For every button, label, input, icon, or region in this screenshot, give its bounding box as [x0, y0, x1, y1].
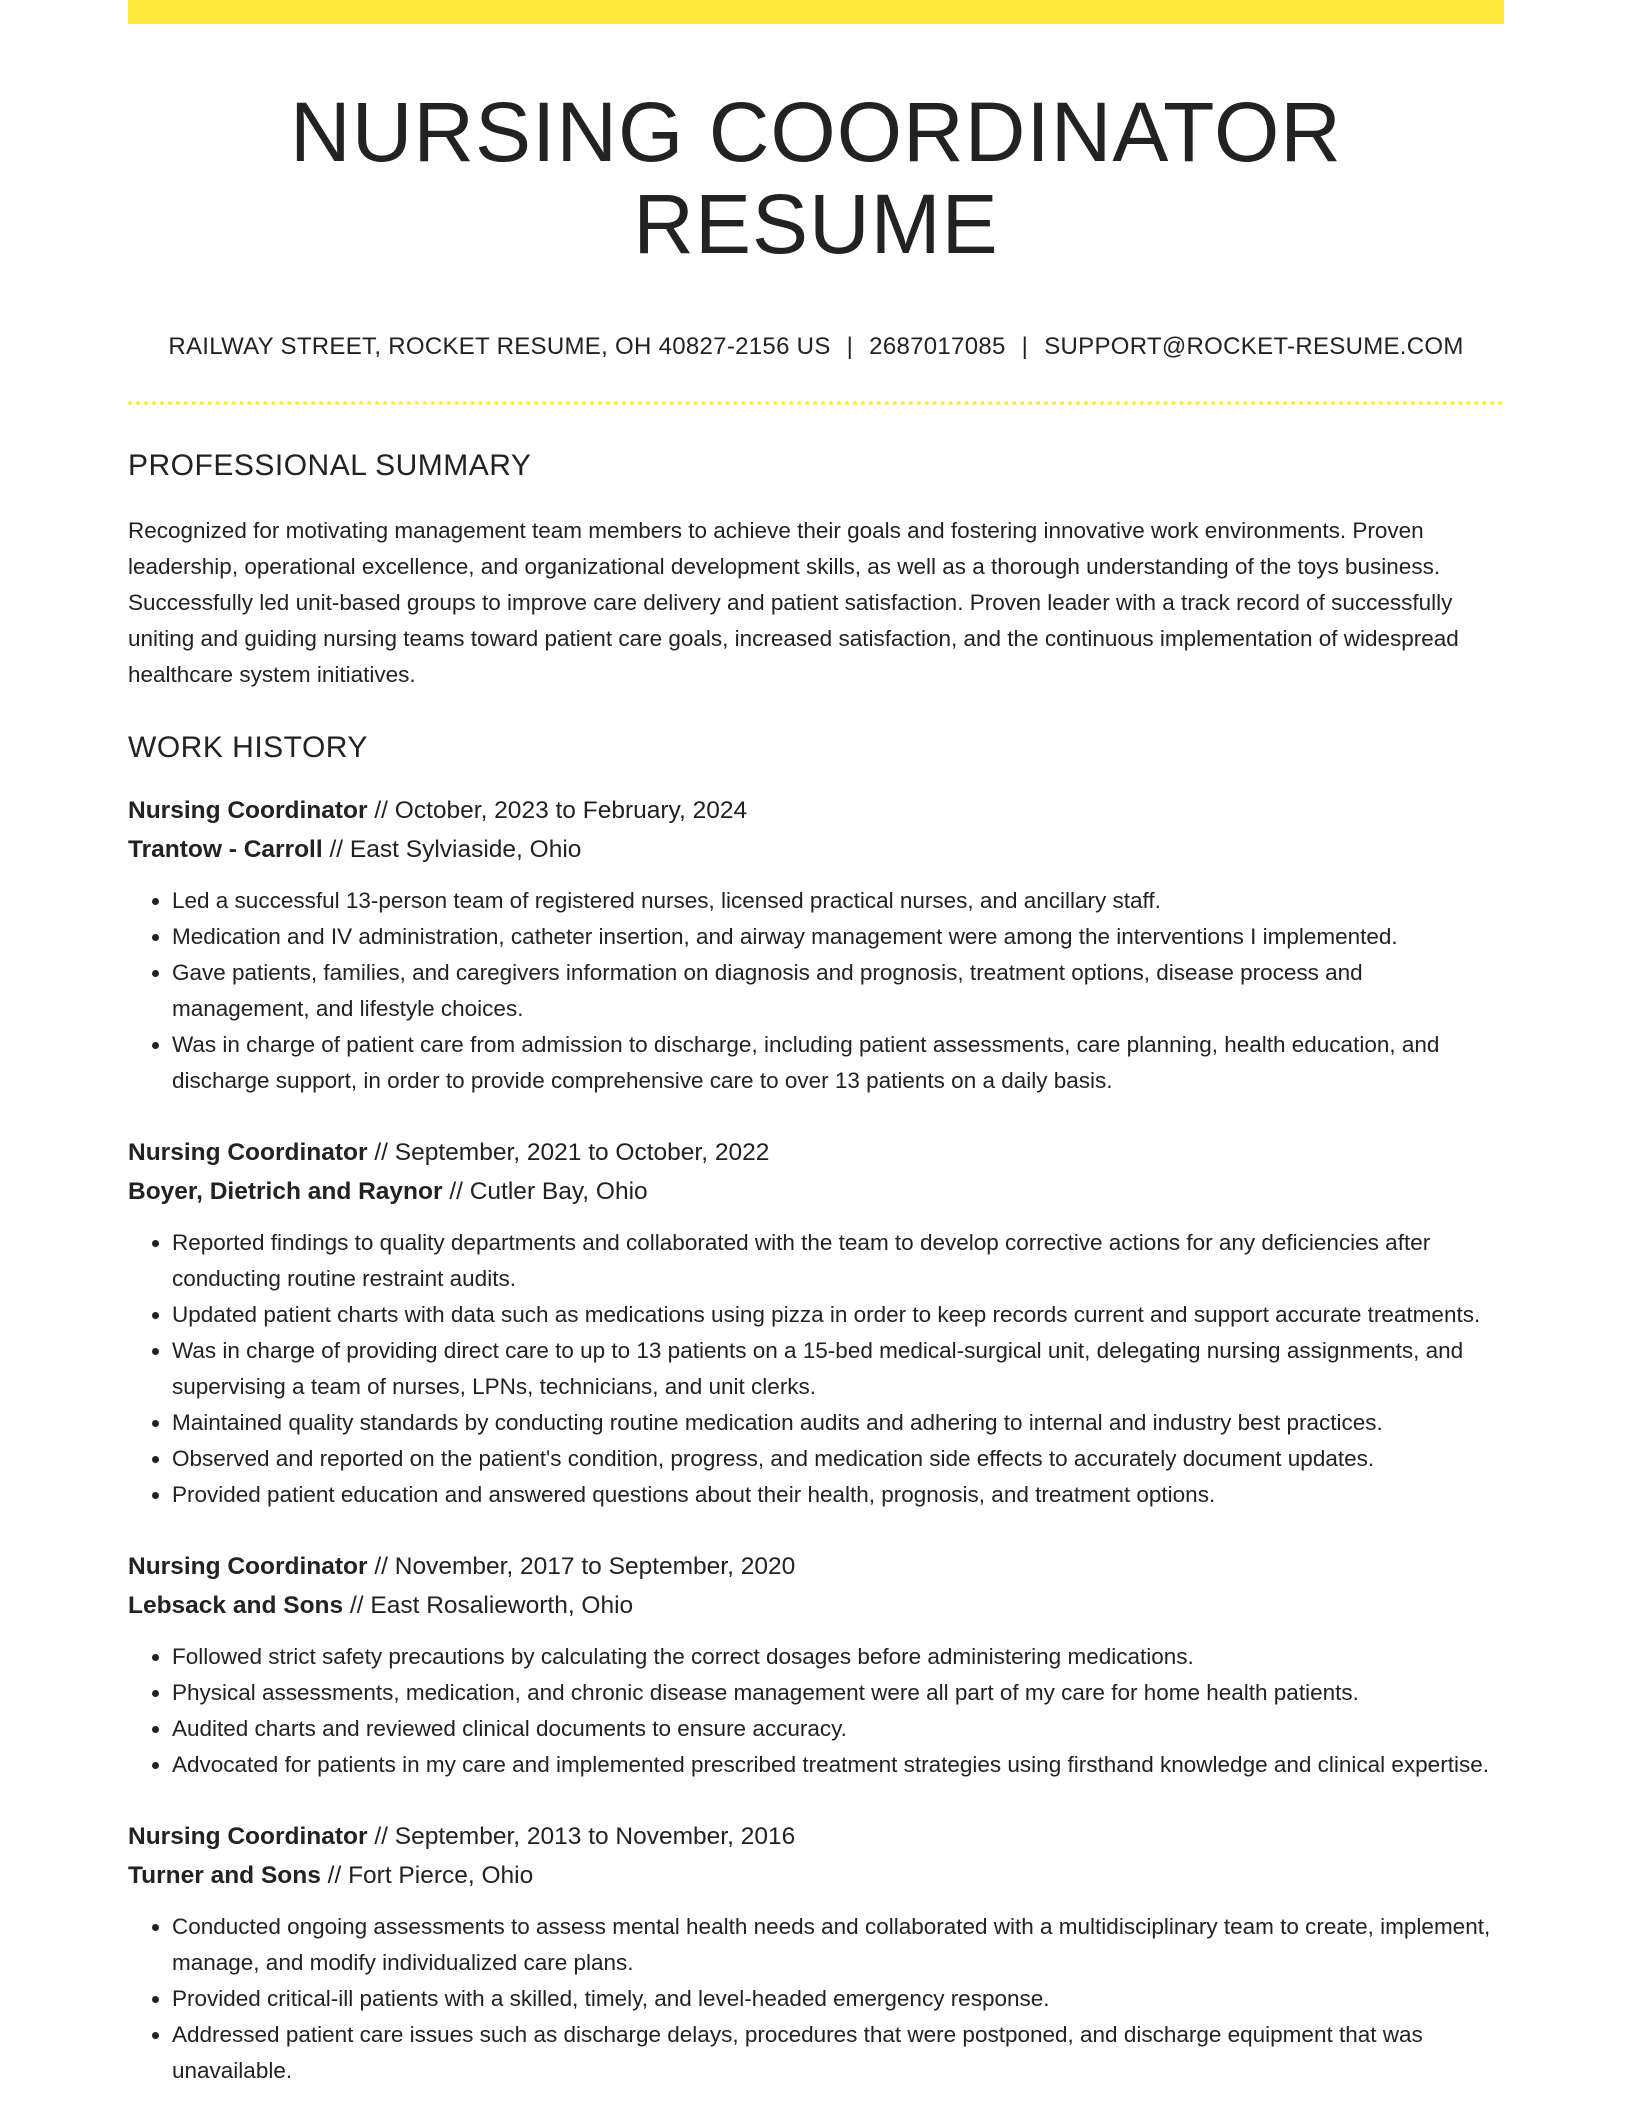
job-bullet: • Provided patient education and answered questions about their health, prognosis, and treatment options.: [172, 1477, 1504, 1513]
job-dates: // September, 2013 to November, 2016: [367, 1822, 796, 1850]
job-title-line: [128, 791, 1504, 830]
contact-phone: 2687017085: [869, 332, 1006, 360]
job-title-line: [128, 1547, 1504, 1586]
job-company: Trantow - Carroll: [128, 835, 323, 863]
job-bullet: • Addressed patient care issues such as discharge delays, procedures that were postponed, and discharge equipment that was unavailable.: [172, 2017, 1504, 2089]
section-divider: [128, 401, 1504, 405]
job-dates: // September, 2021 to October, 2022: [367, 1138, 770, 1166]
job-bullet: • Reported findings to quality departments and collaborated with the team to develop corrective actions for any deficiencies after conducting routine restraint audits.: [172, 1225, 1504, 1297]
job-bullet: • Followed strict safety precautions by calculating the correct dosages before administering medications.: [172, 1639, 1504, 1675]
job-entry: [128, 1817, 1504, 2089]
job-company-line: [128, 830, 1504, 869]
job-title-line: [128, 1817, 1504, 1856]
job-bullets: [128, 1639, 1504, 1783]
job-bullet: • Was in charge of providing direct care to up to 13 patients on a 15-bed medical-surgical unit, delegating nursing assignments, and supervising a team of nurses, LPNs, technicians, and unit clerks.: [172, 1333, 1504, 1405]
job-bullet: • Audited charts and reviewed clinical documents to ensure accuracy.: [172, 1711, 1504, 1747]
job-bullet: • Provided critical-ill patients with a skilled, timely, and level-headed emergency response.: [172, 1981, 1504, 2017]
contact-line: [128, 333, 1504, 361]
job-bullet: • Was in charge of patient care from admission to discharge, including patient assessments, care planning, health education, and discharge support, in order to provide comprehensive care to over 13 patients on a daily basis.: [172, 1027, 1504, 1099]
job-location: // Cutler Bay, Ohio: [442, 1177, 648, 1205]
contact-separator: |: [1021, 332, 1029, 360]
job-bullet: • Observed and reported on the patient's condition, progress, and medication side effects to accurately document updates.: [172, 1441, 1504, 1477]
contact-address: RAILWAY STREET, ROCKET RESUME, OH 40827-2156 US: [168, 332, 831, 360]
job-title: Nursing Coordinator: [128, 796, 368, 824]
job-entry: [128, 1133, 1504, 1513]
job-bullet: • Physical assessments, medication, and chronic disease management were all part of my care for home health patients.: [172, 1675, 1504, 1711]
job-title: Nursing Coordinator: [128, 1822, 368, 1850]
job-entry: [128, 1547, 1504, 1783]
job-dates: // October, 2023 to February, 2024: [367, 796, 748, 824]
contact-separator: |: [846, 332, 854, 360]
job-dates: // November, 2017 to September, 2020: [367, 1552, 796, 1580]
job-bullet: • Gave patients, families, and caregivers information on diagnosis and prognosis, treatment options, disease process and management, and lifestyle choices.: [172, 955, 1504, 1027]
job-entry: [128, 791, 1504, 1099]
job-bullet: • Led a successful 13-person team of registered nurses, licensed practical nurses, and ancillary staff.: [172, 883, 1504, 919]
job-title: Nursing Coordinator: [128, 1138, 368, 1166]
job-location: // East Sylviaside, Ohio: [322, 835, 582, 863]
job-company-line: [128, 1172, 1504, 1211]
summary-text: Recognized for motivating management team members to achieve their goals and fostering innovative work environments. Proven leadership, operational excellence, and organizational development skills, as well as a thorough understanding of the toys business. Successfully led unit-based groups to improve care delivery and patient satisfaction. Proven leader with a track record of successfully uniting and guiding nursing teams toward patient care goals, increased satisfaction, and the continuous implementation of widespread healthcare system initiatives.: [128, 517, 1459, 687]
job-bullet: • Conducted ongoing assessments to assess mental health needs and collaborated with a multidisciplinary team to create, implement, manage, and modify individualized care plans.: [172, 1909, 1504, 1981]
accent-bar: [128, 0, 1504, 24]
summary-heading: PROFESSIONAL SUMMARY: [128, 448, 532, 482]
resume-page: [128, 0, 1504, 2089]
job-bullet: • Advocated for patients in my care and implemented prescribed treatment strategies using firsthand knowledge and clinical expertise.: [172, 1747, 1504, 1783]
contact-email: SUPPORT@ROCKET-RESUME.COM: [1044, 332, 1464, 360]
job-bullet: • Medication and IV administration, catheter insertion, and airway management were among the interventions I implemented.: [172, 919, 1504, 955]
job-bullets: [128, 1909, 1504, 2089]
page-title: NURSING COORDINATOR RESUME: [290, 85, 1342, 272]
job-location: // Fort Pierce, Ohio: [320, 1861, 534, 1889]
job-bullet: • Updated patient charts with data such as medications using pizza in order to keep records current and support accurate treatments.: [172, 1297, 1504, 1333]
work-history-heading: WORK HISTORY: [128, 730, 368, 764]
job-title: Nursing Coordinator: [128, 1552, 368, 1580]
job-company: Boyer, Dietrich and Raynor: [128, 1177, 443, 1205]
job-company: Lebsack and Sons: [128, 1591, 344, 1619]
job-company-line: [128, 1856, 1504, 1895]
job-bullets: [128, 883, 1504, 1099]
job-bullet: • Maintained quality standards by conducting routine medication audits and adhering to internal and industry best practices.: [172, 1405, 1504, 1441]
job-company-line: [128, 1586, 1504, 1625]
job-company: Turner and Sons: [128, 1861, 321, 1889]
job-location: // East Rosalieworth, Ohio: [343, 1591, 634, 1619]
job-title-line: [128, 1133, 1504, 1172]
job-bullets: [128, 1225, 1504, 1513]
